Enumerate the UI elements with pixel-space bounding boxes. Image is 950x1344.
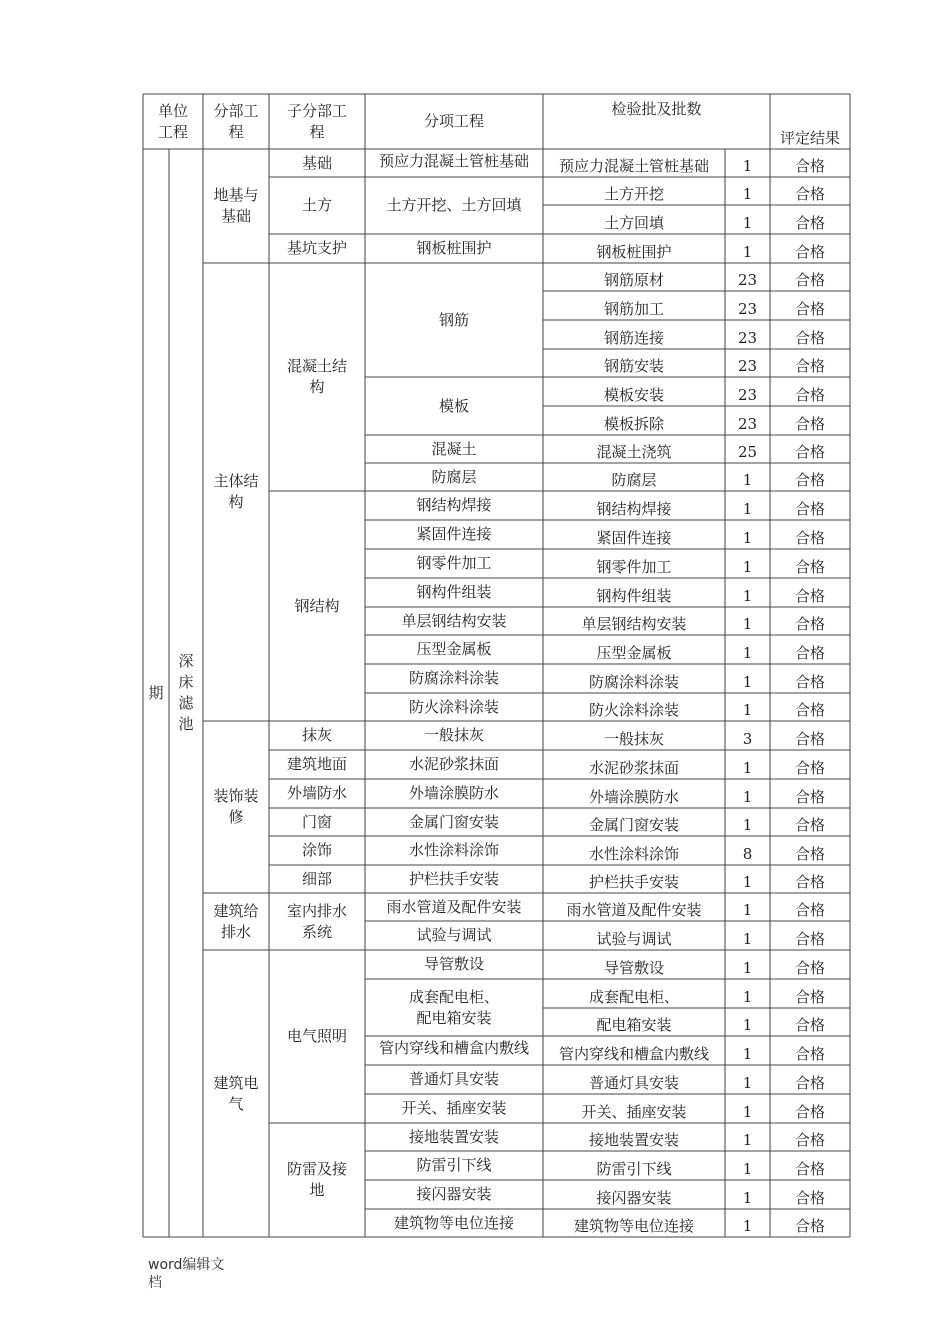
item-cell: 土方开挖、土方回填 — [386, 196, 522, 214]
batch-cell: 试验与调试 — [596, 930, 672, 948]
count-cell: 23 — [737, 271, 758, 289]
subdivision-cell: 钢结构 — [294, 596, 340, 615]
batch-cell: 管内穿线和槽盒内敷线 — [558, 1045, 709, 1063]
batch-cell: 外墙涂膜防水 — [588, 788, 679, 806]
division-cell: 装饰装 修 — [213, 787, 259, 826]
footer-watermark: word编辑文 档 — [148, 1257, 225, 1291]
header-unit: 单位 工程 — [157, 101, 188, 141]
item-cell: 压型金属板 — [416, 640, 492, 658]
result-cell: 合格 — [794, 930, 825, 948]
result-cell: 合格 — [794, 443, 825, 461]
batch-cell: 混凝土浇筑 — [596, 443, 672, 461]
item-cell: 钢零件加工 — [416, 554, 492, 572]
result-cell: 合格 — [794, 816, 825, 834]
subdivision-cell: 土方 — [301, 196, 332, 214]
count-cell: 23 — [737, 329, 758, 347]
batch-cell: 接闪器安装 — [596, 1189, 672, 1207]
count-cell: 1 — [742, 529, 753, 547]
count-cell: 23 — [737, 415, 758, 433]
count-cell: 1 — [742, 1131, 753, 1149]
count-cell: 1 — [742, 500, 753, 518]
division-cell: 建筑给 排水 — [213, 901, 259, 941]
subunit-name: 深 床 滤 池 — [178, 652, 194, 733]
batch-cell: 雨水管道及配件安装 — [566, 901, 702, 919]
result-cell: 合格 — [794, 730, 825, 748]
result-cell: 合格 — [794, 644, 825, 662]
result-cell: 合格 — [794, 185, 825, 203]
result-cell: 合格 — [794, 759, 825, 777]
count-cell: 1 — [742, 1103, 753, 1121]
result-cell: 合格 — [794, 271, 825, 289]
batch-cell: 防雷引下线 — [596, 1160, 672, 1178]
subdivision-cell: 基础 — [301, 153, 332, 172]
count-cell: 1 — [742, 873, 753, 891]
result-cell: 合格 — [794, 1045, 825, 1063]
batch-cell: 建筑物等电位连接 — [573, 1217, 694, 1235]
result-cell: 合格 — [794, 415, 825, 433]
result-cell: 合格 — [794, 1074, 825, 1092]
result-cell: 合格 — [794, 529, 825, 547]
count-cell: 1 — [742, 644, 753, 662]
batch-cell: 模板拆除 — [603, 415, 664, 433]
batch-cell: 钢筋连接 — [603, 329, 664, 347]
count-cell: 1 — [742, 959, 753, 977]
result-cell: 合格 — [794, 788, 825, 806]
item-cell: 钢板桩围护 — [416, 239, 492, 257]
subdivision-cell: 门窗 — [301, 812, 332, 831]
count-cell: 1 — [742, 788, 753, 806]
result-cell: 合格 — [794, 1016, 825, 1034]
item-cell: 防雷引下线 — [416, 1156, 492, 1174]
count-cell: 1 — [742, 157, 753, 175]
count-cell: 23 — [737, 300, 758, 318]
header-division: 分部工 程 — [213, 101, 259, 141]
count-cell: 1 — [742, 1045, 753, 1063]
count-cell: 1 — [742, 214, 753, 232]
count-cell: 1 — [742, 816, 753, 834]
result-cell: 合格 — [794, 701, 825, 719]
count-cell: 1 — [742, 673, 753, 691]
result-cell: 合格 — [794, 243, 825, 261]
subdivision-cell: 建筑地面 — [286, 755, 347, 773]
result-cell: 合格 — [794, 1189, 825, 1207]
count-cell: 1 — [742, 558, 753, 576]
item-cell: 一般抹灰 — [423, 726, 484, 744]
result-cell: 合格 — [794, 386, 825, 404]
subdivision-cell: 混凝土结 构 — [286, 357, 347, 396]
item-cell: 模板 — [438, 396, 469, 415]
result-cell: 合格 — [794, 1103, 825, 1121]
count-cell: 1 — [742, 185, 753, 203]
result-cell: 合格 — [794, 587, 825, 605]
batch-cell: 普通灯具安装 — [588, 1074, 679, 1092]
result-cell: 合格 — [794, 1217, 825, 1235]
count-cell: 8 — [742, 845, 753, 863]
count-cell: 1 — [742, 759, 753, 777]
count-cell: 1 — [742, 1160, 753, 1178]
item-cell: 管内穿线和槽盒内敷线 — [378, 1039, 529, 1057]
batch-cell: 防腐层 — [611, 471, 657, 489]
subdivision-cell: 电气照明 — [286, 1027, 347, 1045]
item-cell: 建筑物等电位连接 — [393, 1213, 514, 1232]
batch-cell: 钢结构焊接 — [596, 500, 672, 518]
result-cell: 合格 — [794, 214, 825, 232]
subdivision-cell: 涂饰 — [301, 841, 332, 859]
item-cell: 防腐涂料涂装 — [408, 669, 499, 687]
result-cell: 合格 — [794, 357, 825, 375]
item-cell: 防腐层 — [431, 467, 477, 486]
batch-cell: 接地装置安装 — [588, 1131, 679, 1149]
result-cell: 合格 — [794, 558, 825, 576]
result-cell: 合格 — [794, 988, 825, 1006]
count-cell: 1 — [742, 1074, 753, 1092]
unit-name: 期 — [148, 683, 164, 702]
result-cell: 合格 — [794, 329, 825, 347]
header-result: 评定结果 — [779, 129, 840, 147]
item-cell: 预应力混凝土管桩基础 — [378, 152, 529, 170]
batch-cell: 土方开挖 — [603, 185, 664, 203]
item-cell: 试验与调试 — [416, 926, 492, 944]
item-cell: 开关、插座安装 — [401, 1099, 507, 1117]
item-cell: 成套配电柜、 配电箱安装 — [408, 987, 499, 1027]
batch-cell: 配电箱安装 — [596, 1016, 672, 1034]
batch-cell: 护栏扶手安装 — [588, 873, 679, 891]
batch-cell: 钢板桩围护 — [596, 243, 672, 261]
batch-cell: 钢零件加工 — [596, 558, 672, 576]
item-cell: 防火涂料涂装 — [408, 697, 499, 716]
item-cell: 接地装置安装 — [408, 1127, 499, 1146]
item-cell: 护栏扶手安装 — [408, 869, 499, 888]
batch-cell: 单层钢结构安装 — [581, 615, 687, 633]
item-cell: 接闪器安装 — [416, 1185, 492, 1203]
batch-cell: 成套配电柜、 — [588, 988, 679, 1006]
result-cell: 合格 — [794, 959, 825, 977]
batch-cell: 金属门窗安装 — [588, 816, 679, 834]
result-cell: 合格 — [794, 157, 825, 175]
item-cell: 水性涂料涂饰 — [408, 841, 499, 859]
batch-cell: 防腐涂料涂装 — [588, 673, 679, 691]
count-cell: 1 — [742, 988, 753, 1006]
division-cell: 主体结 构 — [213, 472, 259, 511]
item-cell: 普通灯具安装 — [408, 1070, 499, 1088]
count-cell: 1 — [742, 901, 753, 919]
result-cell: 合格 — [794, 901, 825, 919]
count-cell: 25 — [737, 443, 758, 461]
header-subdivision: 子分部工 程 — [286, 101, 347, 141]
count-cell: 23 — [737, 357, 758, 375]
item-cell: 混凝土 — [431, 439, 477, 458]
count-cell: 1 — [742, 701, 753, 719]
item-cell: 钢结构焊接 — [416, 496, 492, 514]
result-cell: 合格 — [794, 471, 825, 489]
batch-cell: 模板安装 — [603, 386, 664, 404]
item-cell: 外墙涂膜防水 — [408, 784, 499, 802]
count-cell: 1 — [742, 1189, 753, 1207]
subdivision-cell: 室内排水 系统 — [286, 901, 347, 941]
item-cell: 金属门窗安装 — [408, 812, 499, 831]
result-cell: 合格 — [794, 300, 825, 318]
batch-cell: 导管敷设 — [603, 959, 664, 977]
header-batch: 检验批及批数 — [611, 100, 702, 118]
batch-cell: 一般抹灰 — [603, 730, 664, 748]
count-cell: 1 — [742, 243, 753, 261]
result-cell: 合格 — [794, 1160, 825, 1178]
item-cell: 钢筋 — [438, 310, 469, 329]
batch-cell: 钢筋原材 — [603, 271, 664, 289]
batch-cell: 水性涂料涂饰 — [588, 845, 679, 863]
batch-cell: 紧固件连接 — [596, 529, 672, 547]
batch-cell: 钢筋安装 — [603, 357, 664, 375]
count-cell: 23 — [737, 386, 758, 404]
item-cell: 导管敷设 — [423, 955, 484, 973]
result-cell: 合格 — [794, 615, 825, 633]
item-cell: 钢构件组装 — [416, 583, 492, 601]
result-cell: 合格 — [794, 1131, 825, 1149]
item-cell: 雨水管道及配件安装 — [386, 897, 522, 916]
count-cell: 1 — [742, 1016, 753, 1034]
count-cell: 1 — [742, 471, 753, 489]
batch-cell: 防火涂料涂装 — [588, 701, 679, 719]
count-cell: 3 — [742, 730, 753, 748]
division-cell: 建筑电 气 — [213, 1073, 259, 1113]
division-cell: 地基与 基础 — [213, 186, 259, 225]
subdivision-cell: 抹灰 — [301, 726, 332, 744]
result-cell: 合格 — [794, 673, 825, 691]
batch-cell: 预应力混凝土管桩基础 — [558, 157, 709, 175]
header-item: 分项工程 — [423, 112, 484, 130]
count-cell: 1 — [742, 1217, 753, 1235]
count-cell: 1 — [742, 587, 753, 605]
batch-cell: 压型金属板 — [596, 644, 672, 662]
item-cell: 紧固件连接 — [416, 525, 492, 543]
item-cell: 水泥砂浆抹面 — [408, 755, 499, 773]
result-cell: 合格 — [794, 500, 825, 518]
count-cell: 1 — [742, 930, 753, 948]
item-cell: 单层钢结构安装 — [401, 611, 507, 630]
subdivision-cell: 基坑支护 — [286, 239, 347, 257]
subdivision-cell: 外墙防水 — [286, 784, 347, 802]
batch-cell: 水泥砂浆抹面 — [588, 759, 679, 777]
batch-cell: 钢构件组装 — [596, 587, 672, 605]
count-cell: 1 — [742, 615, 753, 633]
subdivision-cell: 防雷及接 地 — [286, 1160, 347, 1199]
result-cell: 合格 — [794, 873, 825, 891]
batch-cell: 土方回填 — [603, 214, 664, 232]
result-cell: 合格 — [794, 845, 825, 863]
batch-cell: 开关、插座安装 — [581, 1103, 687, 1121]
batch-cell: 钢筋加工 — [603, 300, 664, 318]
subdivision-cell: 细部 — [301, 869, 332, 888]
